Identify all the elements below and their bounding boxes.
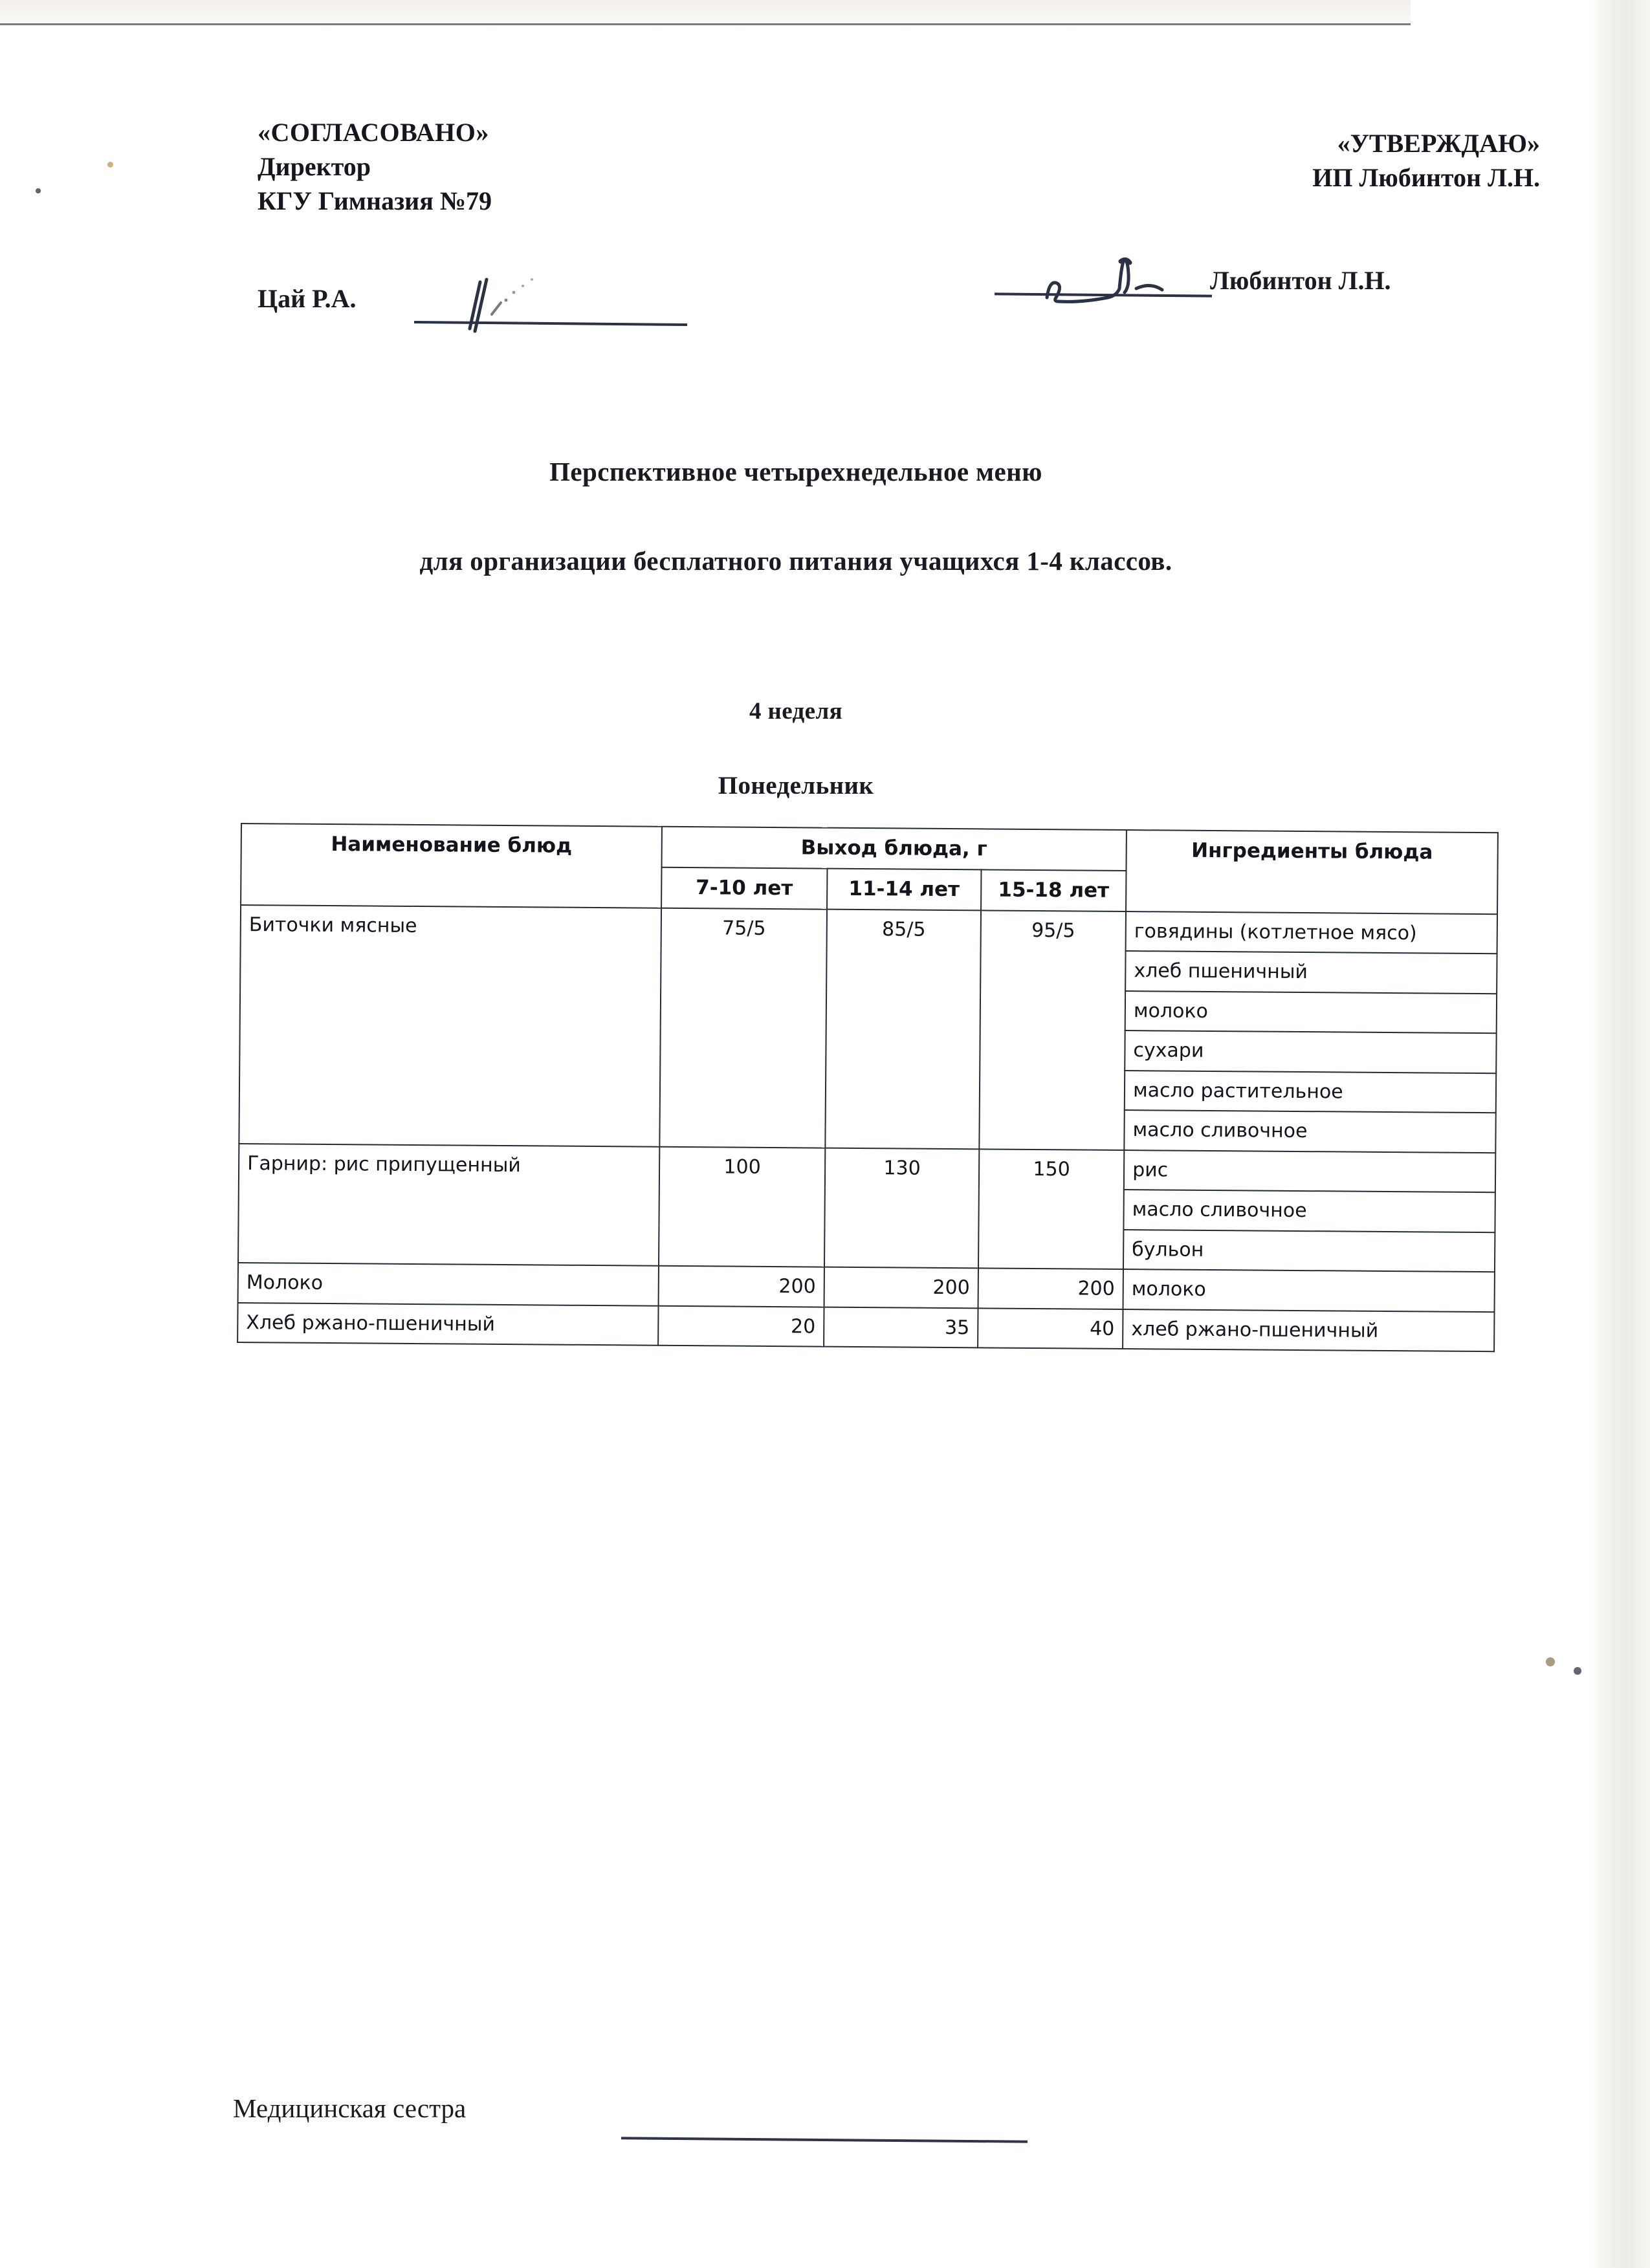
cell-portion-1: 20	[658, 1306, 824, 1347]
cell-ingredient: бульон	[1123, 1230, 1495, 1272]
signature-line-right	[995, 292, 1212, 297]
header-ingredients: Ингредиенты блюда	[1126, 830, 1498, 914]
approval-organization-right: ИП Любинтон Л.Н.	[1312, 163, 1540, 193]
cell-portion-2: 200	[824, 1267, 978, 1308]
header-dish-name: Наименование блюд	[241, 823, 662, 908]
cell-ingredient: сухари	[1125, 1030, 1496, 1073]
handwritten-signature-right	[1022, 257, 1184, 309]
paper-speck	[1546, 1657, 1555, 1666]
table-row	[241, 905, 1497, 954]
approval-signer-left: Цай Р.А.	[258, 284, 357, 313]
day-label: Понедельник	[718, 772, 874, 800]
cell-ingredient: хлеб ржано-пшеничный	[1123, 1309, 1494, 1352]
nurse-signature-line	[621, 2137, 1028, 2143]
approval-block-right	[925, 126, 1540, 195]
document-title-line-1: Перспективное четырехнедельное меню	[549, 457, 1042, 486]
cell-ingredient: масло сливочное	[1123, 1190, 1495, 1232]
cell-ingredient: рис	[1124, 1150, 1495, 1193]
cell-portion-1: 200	[659, 1266, 824, 1307]
paper-speck	[107, 162, 113, 168]
cell-ingredient: масло сливочное	[1124, 1110, 1495, 1153]
header-portion-group: Выход блюда, г	[662, 827, 1127, 871]
approval-signer-right: Любинтон Л.Н.	[1210, 266, 1391, 295]
menu-table-body	[237, 905, 1497, 1352]
header-age-11-14: 11-14 лет	[827, 869, 981, 911]
paper-speck	[36, 188, 41, 193]
table-header-row-1	[241, 823, 1498, 873]
header-age-15-18: 15-18 лет	[981, 869, 1126, 911]
cell-ingredient: молоко	[1123, 1269, 1495, 1312]
cell-dish-name: Биточки мясные	[239, 905, 661, 1147]
cell-ingredient: хлеб пшеничный	[1125, 951, 1497, 994]
document-title-line-2: для организации бесплатного питания учащихся 1-4 классов.	[419, 546, 1172, 576]
header-age-7-10: 7-10 лет	[661, 867, 827, 910]
cell-portion-1: 75/5	[659, 908, 827, 1148]
cell-ingredient: масло растительное	[1125, 1071, 1496, 1113]
cell-ingredient: молоко	[1125, 991, 1497, 1034]
signature-line-left	[414, 321, 687, 326]
approval-role-left: Директор	[258, 152, 371, 182]
cell-portion-2: 85/5	[825, 910, 981, 1150]
scan-top-edge-artifact	[0, 0, 1411, 25]
approval-organization-left: КГУ Гимназия №79	[258, 186, 492, 216]
menu-table-container	[237, 823, 1497, 1353]
approval-stamp-right: «УТВЕРЖДАЮ»	[1337, 129, 1540, 158]
cell-portion-2: 35	[824, 1307, 978, 1348]
cell-portion-1: 100	[659, 1147, 825, 1267]
cell-dish-name: Молоко	[238, 1263, 659, 1305]
cell-dish-name: Гарнир: рис припущенный	[238, 1144, 659, 1266]
scan-right-edge-artifact	[1590, 0, 1650, 2268]
cell-portion-3: 150	[978, 1149, 1124, 1269]
approval-stamp-left: «СОГЛАСОВАНО»	[258, 118, 489, 147]
cell-portion-2: 130	[824, 1148, 979, 1269]
cell-portion-3: 95/5	[979, 910, 1126, 1150]
menu-table	[237, 823, 1499, 1353]
nurse-signature-label: Медицинская сестра	[233, 2093, 467, 2123]
table-row	[239, 1144, 1495, 1193]
cell-dish-name: Хлеб ржано-пшеничный	[237, 1303, 658, 1346]
table-row	[237, 1303, 1494, 1352]
week-label: 4 неделя	[749, 698, 843, 725]
cell-portion-3: 200	[978, 1269, 1123, 1309]
paper-speck	[1574, 1667, 1581, 1675]
approval-block-left	[258, 115, 492, 219]
cell-ingredient: говядины (котлетное мясо)	[1126, 911, 1497, 954]
cell-portion-3: 40	[978, 1308, 1123, 1349]
